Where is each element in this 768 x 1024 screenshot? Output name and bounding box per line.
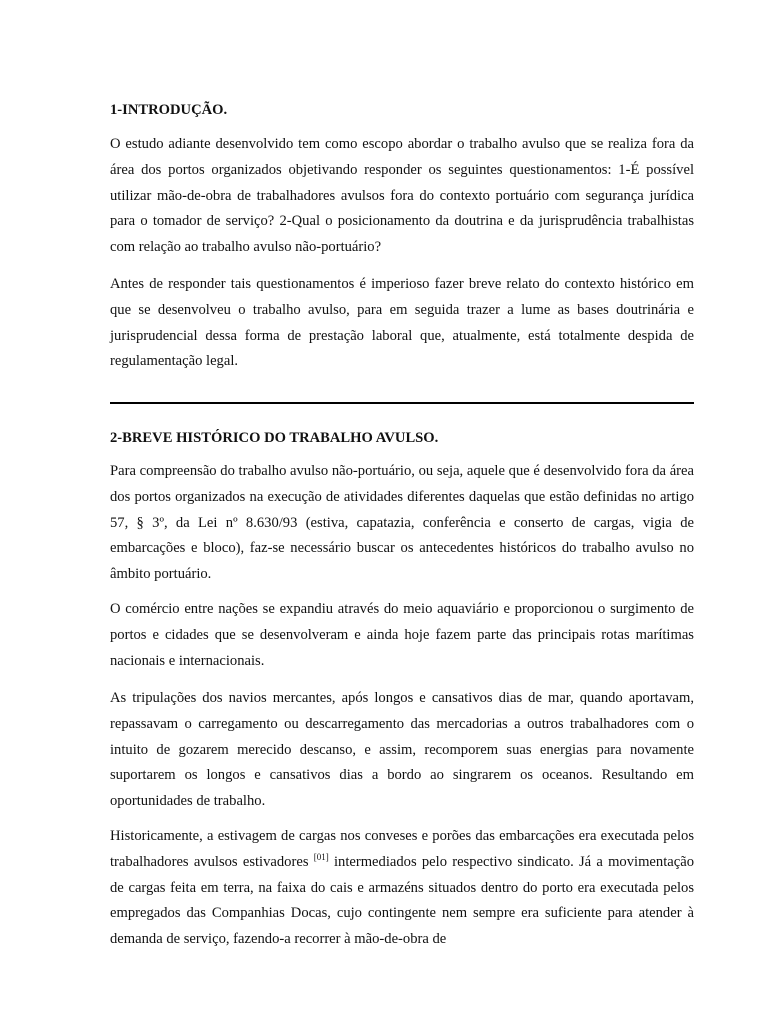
footnote-reference-link[interactable]: [01] bbox=[313, 851, 329, 862]
paragraph-historico-4 bbox=[110, 824, 694, 953]
paragraph-text-before-footnote: Historicamente, a estivagem de cargas nos conveses e porões das embarcações era executada pelos trabalhadores avulsos estivadores bbox=[110, 828, 694, 870]
paragraph-historico-1: Para compreensão do trabalho avulso não-portuário, ou seja, aquele que é desenvolvido fora da área dos portos organizados na execução de atividades diferentes daquelas que estão definidas no artigo 57, § 3º, da Lei nº 8.630/93 (estiva, capatazia, conferência e conserto de cargas, vigia de embarcações e bloco), faz-se necessário buscar os antecedentes históricos do trabalho avulso no âmbito portuário. bbox=[110, 463, 694, 583]
paragraph-historico-2: O comércio entre nações se expandiu através do meio aquaviário e proporcionou o surgimento de portos e cidades que se desenvolveram e ainda hoje fazem parte das principais rotas marítimas nacionais e internacionais. bbox=[110, 601, 694, 669]
section-divider bbox=[110, 402, 694, 404]
paragraph-historico-3: As tripulações dos navios mercantes, após longos e cansativos dias de mar, quando aportavam, repassavam o carregamento ou descarregamento das mercadorias a outros trabalhadores com o intuito de gozarem merecido descanso, e assim, recomporem suas energias para novamente suportarem os longos e cansativos dias a bordo ao singrarem os oceanos. Resultando em oportunidades de trabalho. bbox=[110, 690, 694, 810]
section-heading-introducao: 1-INTRODUÇÃO. bbox=[110, 102, 228, 118]
paragraph-intro-1: O estudo adiante desenvolvido tem como escopo abordar o trabalho avulso que se realiza fora da área dos portos organizados objetivando responder os seguintes questionamentos: 1-É possível utilizar mão-de-obra de trabalhadores avulsos fora do contexto portuário com segurança jurídica para o tomador de serviço? 2-Qual o posicionamento da doutrina e da jurisprudência trabalhistas com relação ao trabalho avulso não-portuário? bbox=[110, 136, 694, 256]
section-heading-historico: 2-BREVE HISTÓRICO DO TRABALHO AVULSO. bbox=[110, 430, 439, 446]
paragraph-intro-2: Antes de responder tais questionamentos é imperioso fazer breve relato do contexto histórico em que se desenvolveu o trabalho avulso, para em seguida trazer a lume as bases doutrinária e jurisprudencial dessa forma de prestação laboral que, atualmente, está totalmente despida de regulamentação legal. bbox=[110, 276, 694, 370]
paragraph-text-after-footnote: intermediados pelo respectivo sindicato. Já a movimentação de cargas feita em terra, na faixa do cais e armazéns situados dentro do porto era executada pelos empregados das Companhias Docas, cujo contingente nem sempre era suficiente para atender à demanda de serviço, fazendo-a recorrer à mão-de-obra de bbox=[110, 853, 694, 948]
